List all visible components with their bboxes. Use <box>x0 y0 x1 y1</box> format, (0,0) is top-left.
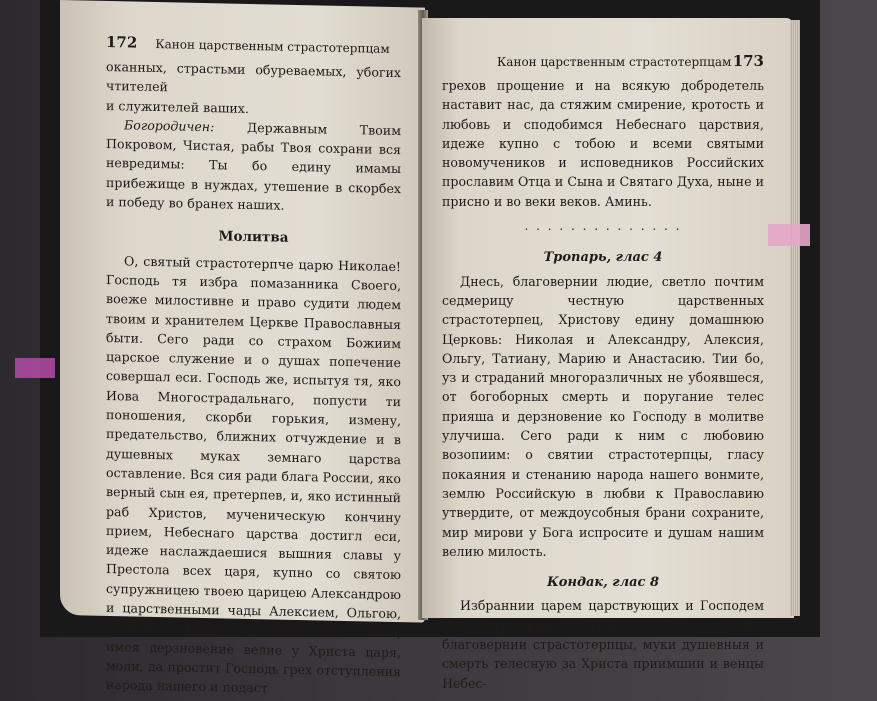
left-page <box>60 0 425 696</box>
left-page-number: 172 <box>106 32 138 52</box>
bogorodichen-text: Державным Твоим Покровом, Чистая, рабы Твоя сохрани вся невредимы: Ты бо едину имамы прибежище в нуждах, утешение в скорбех и победу во бранех наших. <box>106 119 401 213</box>
prayer-text: О, святый страстотерпче царю Николае! Господь тя избра помазанника Своего, воеже милостивне и право судити людем твоим и хранителем Церкве Православныя быти. Сего ради со страхом Божиим царское служение и о душах попечение совершал еси. Господь же, испытуя тя, яко Иова Многострадальнаго, попусти ти поношения, скорби горькия, измену, предательство, ближних отчуждение и в душевных муках земнаго царства оставление. Вся сия ради блага России, яко верный сын ея, претерпев, и, яко истинный раб Христов, мученическую кончину прием, Небеснаго царства достигл еси, идеже наслаждаешися вышния славы у Престола всех царя, купно со святою супружницею твоею царицею Александрою и царственными чады Алексием, Ольгою, Татианою, Мариею и Анастасиею. Ныне, имея дерзновение велие у Христа царя, моли, да простит Господь грех отступления народа нашего и подаст <box>106 253 401 696</box>
kontakion-title: Кондак, глас 8 <box>546 575 660 591</box>
troparion-title: Тропарь, глас 4 <box>543 250 663 266</box>
bookmark-tab-right <box>768 224 810 246</box>
right-page <box>422 18 794 691</box>
bogorodichen-label: Богородичен: <box>124 117 215 135</box>
left-line-1: оканных, страстьми обуреваемых, убогих чтителей <box>106 58 401 95</box>
right-page-header <box>442 52 764 70</box>
left-line-2: и служителей ваших. <box>106 97 249 116</box>
left-page-text <box>106 57 401 701</box>
right-page-text <box>442 76 764 693</box>
kontakion-text: Избраннии царем царствующих и Господем господствующих от рода царей Российских, благовернии страстотерпцы, муки душевныя и смерть телесную за Христа приимшии и венцы Небес- <box>442 598 764 691</box>
prayer-continuation: грехов прощение и на всякую добродетель наставит нас, да стяжим смирение, кротость и любовь и сподобимся Небеснаго царствия, идеже купно с тобою и всеми святыми новомучеников и исповедников Российских прославим Отца и Сына и Святаго Духа, ныне и присно и во веки веков. Аминь. <box>442 78 764 209</box>
troparion-text: Днесь, благовернии людие, светло почтим седмерицу честную царственных страстотерпец, Христову едину домашнюю Церковь: Николая и Александру, Алексия, Ольгу, Татиану, Марию и Анастасию. Тии бо, уз и страданий многоразличных не убоявшеся, от богоборных смерть и поругание телес прияша и дерзновение ко Господу в молитве улучиша. Сего ради к ним с любовию возопиим: о святии страстотерпцы, гласу покаяния и стенанию народа нашего вонмите, землю Российскую в любви к Православию утвердите, от междоусобныя брани сохраните, мир мирови у Бога испросите и душам нашим велию милость. <box>442 273 764 559</box>
prayer-title: Молитва <box>218 228 289 247</box>
right-page-number: 173 <box>732 52 764 70</box>
bookmark-tab-left <box>15 358 55 378</box>
bogorodichen-paragraph <box>106 115 401 218</box>
section-divider: . . . . . . . . . . . . . . <box>524 219 682 234</box>
right-running-title: Канон царственным страстотерпцам <box>497 55 732 69</box>
left-page-header <box>106 33 401 57</box>
left-running-title: Канон царственным страстотерпцам <box>155 36 390 56</box>
page-edges <box>790 20 800 616</box>
